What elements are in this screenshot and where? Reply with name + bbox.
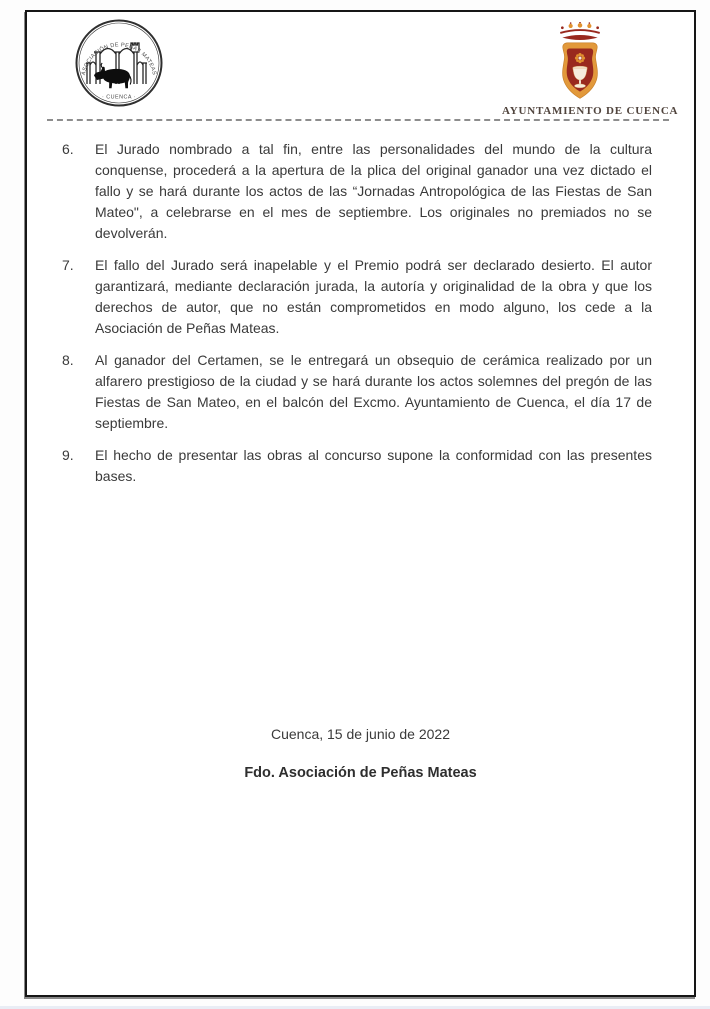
item-text: El hecho de presentar las obras al concurso supone la conformidad con las presentes bases.	[95, 447, 652, 484]
penas-mateas-seal-logo	[74, 18, 164, 108]
item-text: El fallo del Jurado será inapelable y el Premio podrá ser declarado desierto. El autor garantizará, mediante declaración jurada, la autoría y originalidad de la obra y que los derechos de autor, que no están comprometidos en modo alguno, los cede a la Asociación de Peñas Mateas.	[95, 257, 652, 336]
header-divider	[47, 119, 669, 121]
item-text: Al ganador del Certamen, se le entregará un obsequio de cerámica realizado por un alfarero prestigioso de la ciudad y se hará durante los actos solemnes del pregón de las Fiestas de San Mateo, en el balcón del Excmo. Ayuntamiento de Cuenca, el día 17 de septiembre.	[95, 352, 652, 431]
ayuntamiento-caption: AYUNTAMIENTO DE CUENCA	[502, 105, 679, 117]
list-item-6	[62, 139, 652, 244]
list-item-9	[62, 445, 652, 487]
item-number: 7.	[62, 257, 74, 273]
seal-icon	[74, 18, 164, 108]
item-number: 8.	[62, 352, 74, 368]
document-page	[25, 10, 696, 997]
item-text: El Jurado nombrado a tal fin, entre las personalidades del mundo de la cultura conquense, procederá a la apertura de la plica del original ganador una vez dictado el fallo y se hará durante los actos de las “Jornadas Antropológica de las Fiestas de San Mateo", a celebrarse en el mes de septiembre. Los originales no premiados no se devolverán.	[95, 141, 652, 241]
seal-bottom-text: · CUENCA ·	[101, 94, 137, 101]
coat-of-arms-icon	[553, 22, 607, 101]
item-number: 6.	[62, 141, 74, 157]
date-line: Cuenca, 15 de junio de 2022	[270, 726, 451, 742]
list-item-7	[62, 255, 652, 339]
document-header	[27, 12, 694, 119]
item-number: 9.	[62, 447, 74, 463]
list-item-8	[62, 350, 652, 434]
ayuntamiento-logo	[502, 22, 679, 117]
signature-line: Fdo. Asociación de Peñas Mateas	[244, 765, 477, 781]
seal-arc-text: ASOCIACIÓN DE PEÑAS MATEAS	[80, 42, 158, 76]
numbered-list	[62, 139, 652, 498]
